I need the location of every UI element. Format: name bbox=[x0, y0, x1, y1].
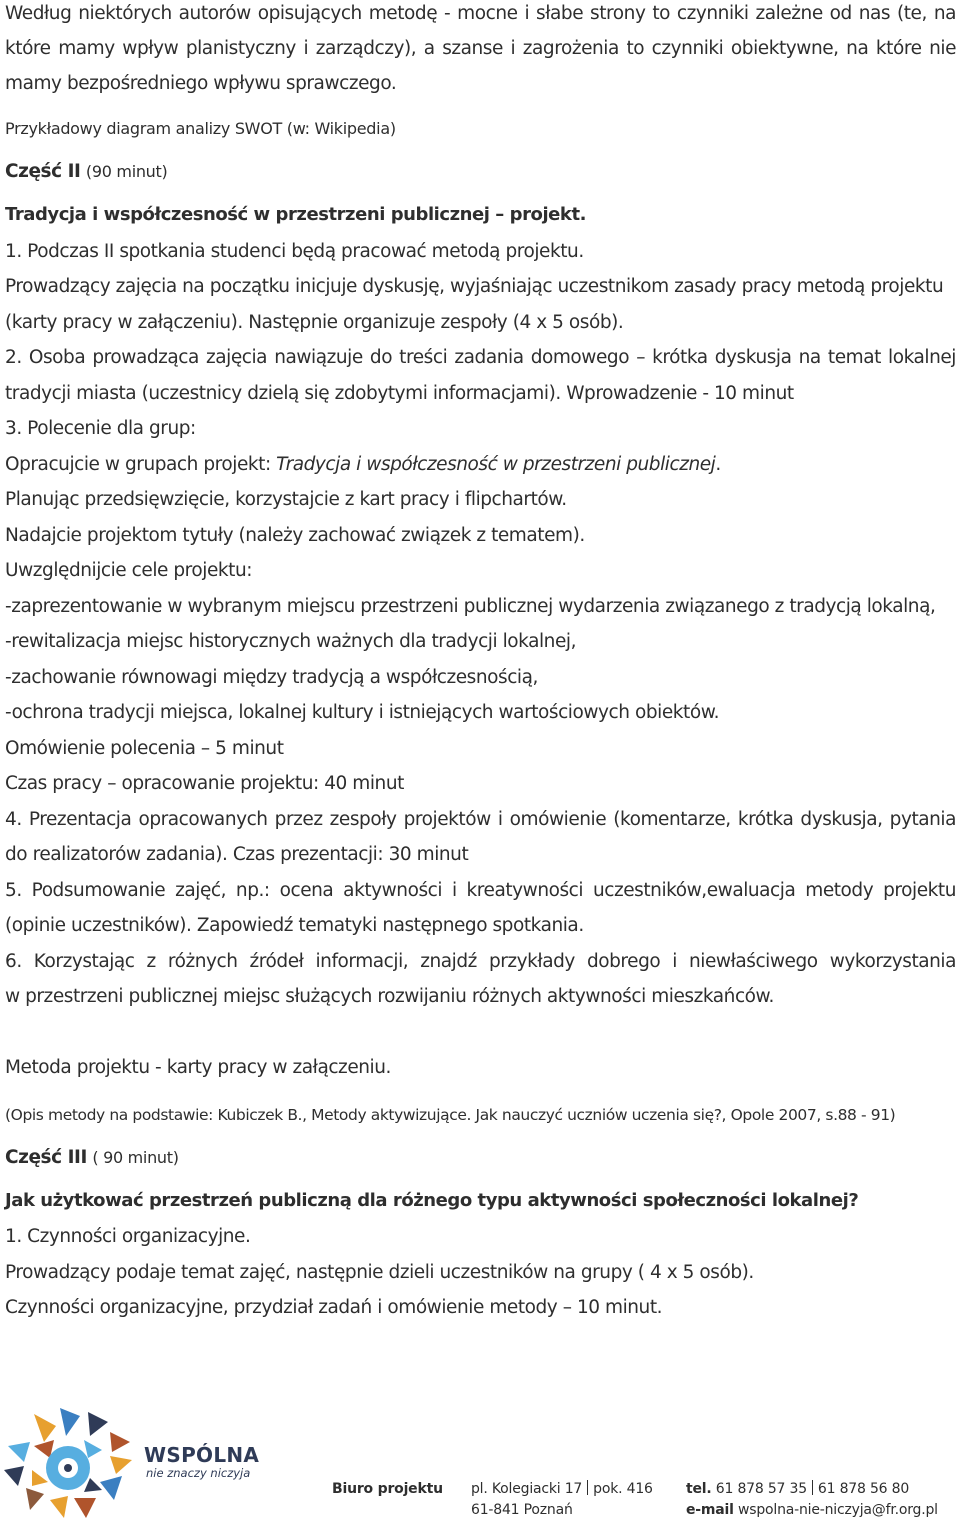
part2-task bbox=[5, 453, 721, 477]
email-label: e-mail bbox=[686, 1502, 734, 1518]
part2-step6-line: 6. Korzystając z różnych źródeł informacji, znajdź przykłady dobrego i niewłaściwego wykorzystania bbox=[5, 951, 956, 972]
office-label bbox=[332, 1479, 443, 1500]
task-suffix: . bbox=[715, 454, 721, 475]
part2-step1: 1. Podczas II spotkania studenci będą pracować metodą projektu. bbox=[5, 241, 584, 262]
part3-heading: Część III bbox=[5, 1147, 87, 1168]
part3-step1: 1. Czynności organizacyjne. bbox=[5, 1226, 251, 1247]
part2-planning: Planując przedsięwzięcie, korzystajcie z kart pracy i flipchartów. bbox=[5, 489, 567, 510]
wspolna-logo-icon bbox=[4, 1406, 134, 1520]
part2-step3: 3. Polecenie dla grup: bbox=[5, 418, 196, 439]
address-street: pl. Kolegiacki 17 bbox=[471, 1481, 583, 1497]
address-line bbox=[471, 1479, 653, 1500]
part2-heading-row bbox=[5, 160, 167, 184]
email-line bbox=[686, 1500, 938, 1521]
goal-item: -zachowanie równowagi między tradycją a współczesnością, bbox=[5, 667, 538, 688]
contact-block bbox=[686, 1479, 938, 1521]
part2-step5-line: (opinie uczestników). Zapowiedź tematyki następnego spotkania. bbox=[5, 915, 584, 936]
part3-line: Prowadzący podaje temat zajęć, następnie dzieli uczestników na grupy ( 4 x 5 osób). bbox=[5, 1262, 754, 1283]
part2-duration: (90 minut) bbox=[85, 162, 168, 181]
page-footer bbox=[0, 1400, 960, 1524]
part2-step2-line: 2. Osoba prowadząca zajęcia nawiązuje do treści zadania domowego – krótka dyskusja na temat lokalnej bbox=[5, 347, 956, 368]
task-title: Tradycja i współczesność w przestrzeni publicznej bbox=[276, 454, 716, 475]
tel-label: tel. bbox=[686, 1481, 712, 1497]
part3-line: Czynności organizacyjne, przydział zadań i omówienie metody – 10 minut. bbox=[5, 1297, 663, 1318]
brand-name: WSPÓLNA bbox=[144, 1443, 260, 1467]
method-note: Metoda projektu - karty pracy w załączeniu. bbox=[5, 1057, 391, 1078]
part2-title: Tradycja i współczesność w przestrzeni publicznej – projekt. bbox=[5, 204, 586, 225]
part2-step4-line: 4. Prezentacja opracowanych przez zespoły projektów i omówienie (komentarze, krótka dyskusja, pytania bbox=[5, 809, 956, 830]
part2-work-time: Czas pracy – opracowanie projektu: 40 minut bbox=[5, 773, 404, 794]
part2-step2-line: tradycji miasta (uczestnicy dzielą się zdobytymi informacjami). Wprowadzenie - 10 minut bbox=[5, 383, 794, 404]
source-note: (Opis metody na podstawie: Kubiczek B., Metody aktywizujące. Jak nauczyć uczniów uczenia się?, Opole 2007, s.88 - 91) bbox=[5, 1106, 896, 1124]
separator bbox=[812, 1480, 813, 1495]
goal-item: -rewitalizacja miejsc historycznych ważnych dla tradycji lokalnej, bbox=[5, 631, 577, 652]
address-city: 61-841 Poznań bbox=[471, 1502, 573, 1518]
swot-caption: Przykładowy diagram analizy SWOT (w: Wikipedia) bbox=[5, 119, 396, 138]
email-link[interactable]: wspolna-nie-niczyja@fr.org.pl bbox=[738, 1502, 938, 1518]
part2-goals-intro: Uwzględnijcie cele projektu: bbox=[5, 560, 253, 581]
part3-title: Jak użytkować przestrzeń publiczną dla różnego typu aktywności społeczności lokalnej? bbox=[5, 1190, 859, 1211]
part2-intro-line: Prowadzący zajęcia na początku inicjuje dyskusję, wyjaśniając uczestnikom zasady pracy metodą projektu bbox=[5, 276, 944, 297]
phone-line bbox=[686, 1479, 938, 1500]
address-unit: pok. 416 bbox=[593, 1481, 653, 1497]
separator bbox=[587, 1480, 588, 1495]
part2-heading: Część II bbox=[5, 161, 81, 182]
brand-tagline: nie znaczy niczyja bbox=[146, 1466, 251, 1480]
part2-step4-line: do realizatorów zadania). Czas prezentacji: 30 minut bbox=[5, 844, 469, 865]
phone-number[interactable]: 61 878 56 80 bbox=[817, 1481, 910, 1497]
address-block bbox=[471, 1479, 653, 1521]
part3-heading-row bbox=[5, 1146, 179, 1170]
phone-number[interactable]: 61 878 57 35 bbox=[715, 1481, 807, 1497]
paragraph-line: które mamy wpływ planistyczny i zarządczy), a szanse i zagrożenia to czynniki obiektywne, na które nie bbox=[5, 38, 956, 59]
part2-intro-line: (karty pracy w załączeniu). Następnie organizuje zespoły (4 x 5 osób). bbox=[5, 312, 624, 333]
part2-step5-line: 5. Podsumowanie zajęć, np.: ocena aktywności i kreatywności uczestników,ewaluacja metody projektu bbox=[5, 880, 956, 901]
goal-item: -zaprezentowanie w wybranym miejscu przestrzeni publicznej wydarzenia związanego z tradycją lokalną, bbox=[5, 596, 936, 617]
paragraph-line: mamy bezpośredniego wpływu sprawczego. bbox=[5, 73, 397, 94]
brand-block bbox=[144, 1444, 259, 1480]
paragraph-line: Według niektórych autorów opisujących metodę - mocne i słabe strony to czynniki zależne od nas (te, na bbox=[5, 3, 956, 24]
goal-item: -ochrona tradycji miejsca, lokalnej kultury i istniejących wartościowych obiektów. bbox=[5, 702, 720, 723]
part2-titles: Nadajcie projektom tytuły (należy zachować związek z tematem). bbox=[5, 525, 585, 546]
task-prefix: Opracujcie w grupach projekt: bbox=[5, 454, 277, 475]
part2-discussion: Omówienie polecenia – 5 minut bbox=[5, 738, 284, 759]
part3-duration: ( 90 minut) bbox=[92, 1148, 179, 1167]
office-label-text: Biuro projektu bbox=[332, 1481, 443, 1497]
part2-step6-line: w przestrzeni publicznej miejsc służących rozwijaniu różnych aktywności mieszkańców. bbox=[5, 986, 774, 1007]
